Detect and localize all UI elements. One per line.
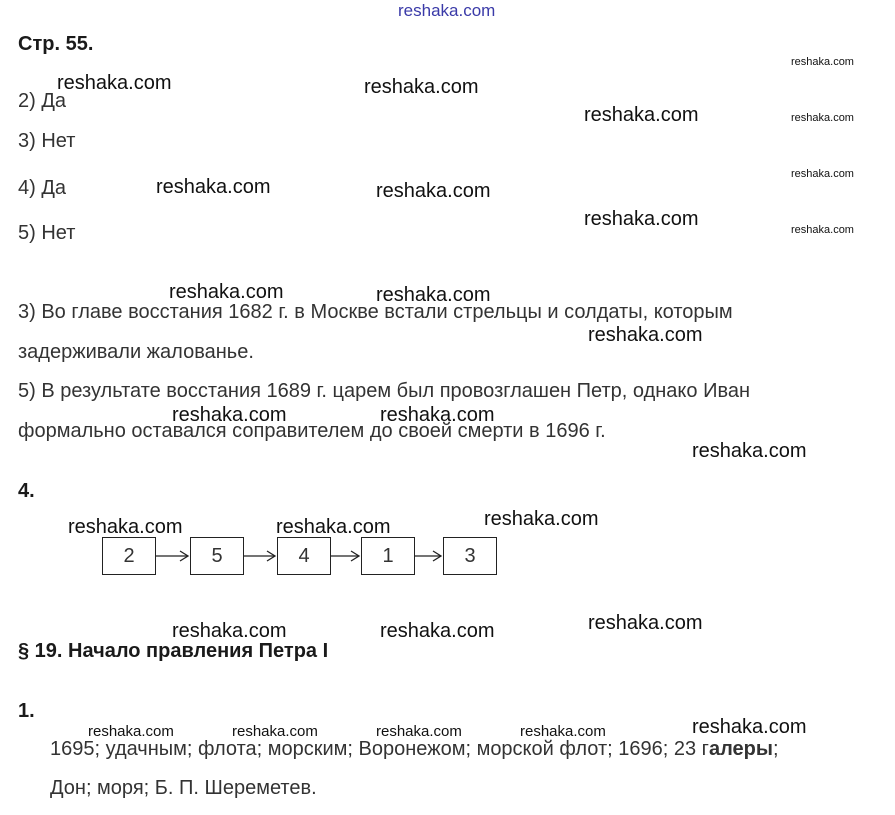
watermark: reshaka.com bbox=[376, 180, 491, 202]
watermark: reshaka.com bbox=[364, 76, 479, 98]
explanation-line: 3) Во главе восстания 1682 г. в Москве встали стрельцы и солдаты, которым bbox=[18, 301, 733, 323]
watermark: reshaka.com bbox=[172, 620, 287, 642]
answer-5: 5) Нет bbox=[18, 222, 76, 244]
task1-answer-end: ; bbox=[772, 738, 779, 760]
watermark: reshaka.com bbox=[791, 224, 854, 236]
task1-answer-bold: алеры bbox=[708, 738, 773, 760]
watermark: reshaka.com bbox=[791, 112, 854, 124]
watermark: reshaka.com bbox=[380, 620, 495, 642]
sequence-box: 1 bbox=[361, 537, 415, 575]
answer-4: 4) Да bbox=[18, 177, 67, 199]
sequence-box: 3 bbox=[443, 537, 497, 575]
watermark: reshaka.com bbox=[584, 104, 699, 126]
watermark: reshaka.com bbox=[376, 284, 491, 306]
watermark: reshaka.com bbox=[156, 176, 271, 198]
watermark: reshaka.com bbox=[68, 516, 183, 538]
watermark: reshaka.com bbox=[588, 324, 703, 346]
watermark: reshaka.com bbox=[57, 72, 172, 94]
watermark: reshaka.com bbox=[376, 723, 462, 740]
page-heading: Стр. 55. bbox=[18, 33, 94, 55]
task1-answer-text: 1695; удачным; флота; морским; Воронежом; морской флот; 1696; 23 г bbox=[50, 738, 709, 760]
answer-2: 2) Да bbox=[18, 90, 67, 112]
watermark: reshaka.com bbox=[232, 723, 318, 740]
watermark: reshaka.com bbox=[791, 56, 854, 68]
explanation-line: задерживали жалованье. bbox=[18, 341, 254, 363]
task1-answer-line: Дон; моря; Б. П. Шереметев. bbox=[50, 777, 317, 799]
watermark: reshaka.com bbox=[692, 440, 807, 462]
watermark: reshaka.com bbox=[169, 281, 284, 303]
sequence-box: 5 bbox=[190, 537, 244, 575]
explanation-line: 5) В результате восстания 1689 г. царем был провозглашен Петр, однако Иван bbox=[18, 380, 751, 402]
section-title: § 19. Начало правления Петра I bbox=[18, 640, 329, 662]
watermark: reshaka.com bbox=[791, 168, 854, 180]
watermark: reshaka.com bbox=[588, 612, 703, 634]
watermark: reshaka.com bbox=[276, 516, 391, 538]
watermark: reshaka.com bbox=[172, 404, 287, 426]
watermark: reshaka.com bbox=[520, 723, 606, 740]
answer-3: 3) Нет bbox=[18, 130, 76, 152]
watermark: reshaka.com bbox=[692, 716, 807, 738]
watermark: reshaka.com bbox=[88, 723, 174, 740]
site-link[interactable]: reshaka.com bbox=[398, 1, 496, 20]
watermark: reshaka.com bbox=[484, 508, 599, 530]
watermark: reshaka.com bbox=[584, 208, 699, 230]
sequence-box: 2 bbox=[102, 537, 156, 575]
task1-answer-line bbox=[50, 738, 779, 761]
explanation-line: формально оставался соправителем до своей смерти в 1696 г. bbox=[18, 420, 606, 442]
sequence-box: 4 bbox=[277, 537, 331, 575]
task-number: 1. bbox=[18, 700, 35, 722]
watermark: reshaka.com bbox=[380, 404, 495, 426]
task-number: 4. bbox=[18, 480, 35, 502]
